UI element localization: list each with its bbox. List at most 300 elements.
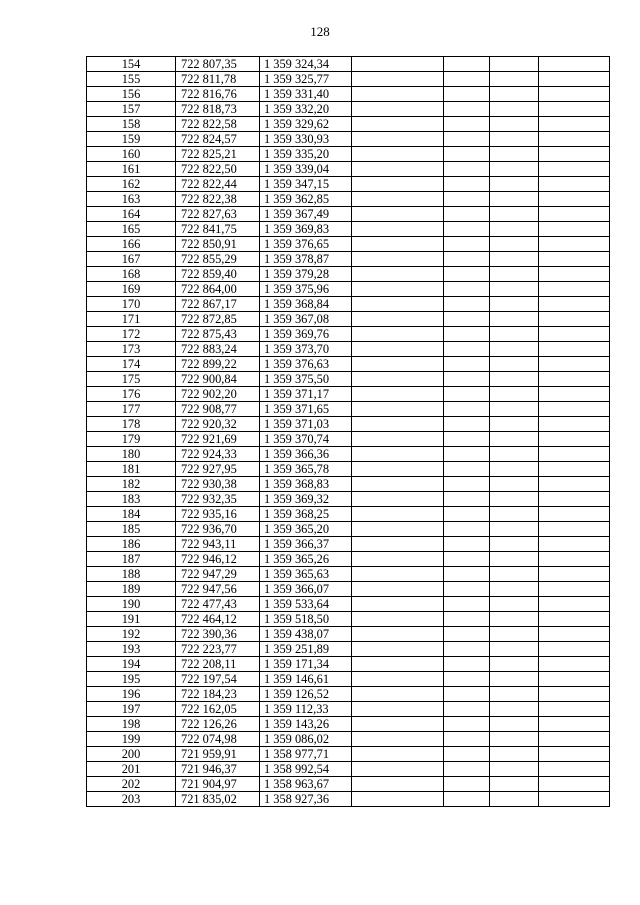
empty-cell <box>352 267 444 282</box>
y-coordinate-cell: 1 359 518,50 <box>260 612 352 627</box>
empty-cell <box>444 237 490 252</box>
empty-cell <box>539 342 610 357</box>
table-row <box>87 417 610 432</box>
coordinates-table <box>86 56 610 807</box>
empty-cell <box>352 162 444 177</box>
empty-cell <box>539 87 610 102</box>
point-number-cell: 161 <box>87 162 176 177</box>
point-number-cell: 193 <box>87 642 176 657</box>
empty-cell <box>490 522 539 537</box>
point-number-cell: 184 <box>87 507 176 522</box>
empty-cell <box>352 642 444 657</box>
empty-cell <box>490 222 539 237</box>
x-coordinate-cell: 722 811,78 <box>176 72 260 87</box>
y-coordinate-cell: 1 359 366,07 <box>260 582 352 597</box>
y-coordinate-cell: 1 359 369,83 <box>260 222 352 237</box>
empty-cell <box>539 327 610 342</box>
empty-cell <box>352 117 444 132</box>
empty-cell <box>539 537 610 552</box>
empty-cell <box>444 762 490 777</box>
point-number-cell: 166 <box>87 237 176 252</box>
empty-cell <box>539 597 610 612</box>
y-coordinate-cell: 1 359 367,08 <box>260 312 352 327</box>
x-coordinate-cell: 722 908,77 <box>176 402 260 417</box>
point-number-cell: 188 <box>87 567 176 582</box>
empty-cell <box>352 147 444 162</box>
table-row <box>87 282 610 297</box>
point-number-cell: 170 <box>87 297 176 312</box>
empty-cell <box>490 387 539 402</box>
x-coordinate-cell: 722 074,98 <box>176 732 260 747</box>
table-row <box>87 672 610 687</box>
empty-cell <box>444 207 490 222</box>
y-coordinate-cell: 1 359 376,63 <box>260 357 352 372</box>
empty-cell <box>352 732 444 747</box>
empty-cell <box>352 627 444 642</box>
x-coordinate-cell: 722 184,23 <box>176 687 260 702</box>
empty-cell <box>352 462 444 477</box>
point-number-cell: 178 <box>87 417 176 432</box>
x-coordinate-cell: 722 947,29 <box>176 567 260 582</box>
empty-cell <box>352 342 444 357</box>
empty-cell <box>352 762 444 777</box>
point-number-cell: 164 <box>87 207 176 222</box>
y-coordinate-cell: 1 359 365,26 <box>260 552 352 567</box>
empty-cell <box>490 552 539 567</box>
table-row <box>87 162 610 177</box>
table-row <box>87 237 610 252</box>
y-coordinate-cell: 1 359 533,64 <box>260 597 352 612</box>
empty-cell <box>490 147 539 162</box>
empty-cell <box>490 792 539 807</box>
empty-cell <box>444 687 490 702</box>
empty-cell <box>490 477 539 492</box>
empty-cell <box>444 462 490 477</box>
empty-cell <box>444 507 490 522</box>
table-row <box>87 747 610 762</box>
empty-cell <box>444 222 490 237</box>
empty-cell <box>539 762 610 777</box>
empty-cell <box>490 312 539 327</box>
point-number-cell: 191 <box>87 612 176 627</box>
table-row <box>87 552 610 567</box>
empty-cell <box>352 447 444 462</box>
empty-cell <box>352 432 444 447</box>
x-coordinate-cell: 722 126,26 <box>176 717 260 732</box>
y-coordinate-cell: 1 359 171,34 <box>260 657 352 672</box>
empty-cell <box>490 327 539 342</box>
x-coordinate-cell: 722 927,95 <box>176 462 260 477</box>
empty-cell <box>490 102 539 117</box>
table-row <box>87 387 610 402</box>
empty-cell <box>539 402 610 417</box>
empty-cell <box>352 252 444 267</box>
point-number-cell: 197 <box>87 702 176 717</box>
table-row <box>87 702 610 717</box>
empty-cell <box>352 72 444 87</box>
empty-cell <box>539 57 610 72</box>
y-coordinate-cell: 1 359 086,02 <box>260 732 352 747</box>
empty-cell <box>490 447 539 462</box>
empty-cell <box>539 207 610 222</box>
y-coordinate-cell: 1 359 365,20 <box>260 522 352 537</box>
empty-cell <box>444 597 490 612</box>
point-number-cell: 194 <box>87 657 176 672</box>
empty-cell <box>444 717 490 732</box>
table-row <box>87 522 610 537</box>
empty-cell <box>539 297 610 312</box>
table-row <box>87 762 610 777</box>
empty-cell <box>490 597 539 612</box>
x-coordinate-cell: 722 822,38 <box>176 192 260 207</box>
empty-cell <box>539 447 610 462</box>
point-number-cell: 154 <box>87 57 176 72</box>
x-coordinate-cell: 722 816,76 <box>176 87 260 102</box>
empty-cell <box>539 162 610 177</box>
empty-cell <box>490 132 539 147</box>
y-coordinate-cell: 1 359 365,78 <box>260 462 352 477</box>
empty-cell <box>352 417 444 432</box>
empty-cell <box>444 132 490 147</box>
x-coordinate-cell: 722 162,05 <box>176 702 260 717</box>
empty-cell <box>490 567 539 582</box>
empty-cell <box>539 147 610 162</box>
empty-cell <box>539 387 610 402</box>
table-row <box>87 567 610 582</box>
empty-cell <box>539 222 610 237</box>
point-number-cell: 196 <box>87 687 176 702</box>
empty-cell <box>490 702 539 717</box>
x-coordinate-cell: 722 850,91 <box>176 237 260 252</box>
empty-cell <box>539 582 610 597</box>
y-coordinate-cell: 1 359 365,63 <box>260 567 352 582</box>
empty-cell <box>352 717 444 732</box>
table-row <box>87 717 610 732</box>
table-row <box>87 57 610 72</box>
point-number-cell: 181 <box>87 462 176 477</box>
table-row <box>87 537 610 552</box>
empty-cell <box>352 387 444 402</box>
x-coordinate-cell: 722 867,17 <box>176 297 260 312</box>
table-row <box>87 462 610 477</box>
x-coordinate-cell: 722 822,44 <box>176 177 260 192</box>
empty-cell <box>539 627 610 642</box>
empty-cell <box>490 507 539 522</box>
empty-cell <box>444 327 490 342</box>
empty-cell <box>539 642 610 657</box>
empty-cell <box>539 792 610 807</box>
empty-cell <box>444 792 490 807</box>
point-number-cell: 190 <box>87 597 176 612</box>
x-coordinate-cell: 722 946,12 <box>176 552 260 567</box>
x-coordinate-cell: 722 872,85 <box>176 312 260 327</box>
point-number-cell: 177 <box>87 402 176 417</box>
table-row <box>87 252 610 267</box>
y-coordinate-cell: 1 359 379,28 <box>260 267 352 282</box>
point-number-cell: 159 <box>87 132 176 147</box>
empty-cell <box>490 57 539 72</box>
table-row <box>87 582 610 597</box>
y-coordinate-cell: 1 359 375,50 <box>260 372 352 387</box>
empty-cell <box>352 357 444 372</box>
empty-cell <box>444 657 490 672</box>
point-number-cell: 202 <box>87 777 176 792</box>
empty-cell <box>539 267 610 282</box>
empty-cell <box>539 72 610 87</box>
empty-cell <box>352 207 444 222</box>
empty-cell <box>444 732 490 747</box>
y-coordinate-cell: 1 358 977,71 <box>260 747 352 762</box>
empty-cell <box>444 297 490 312</box>
point-number-cell: 200 <box>87 747 176 762</box>
x-coordinate-cell: 722 900,84 <box>176 372 260 387</box>
empty-cell <box>444 537 490 552</box>
y-coordinate-cell: 1 359 112,33 <box>260 702 352 717</box>
empty-cell <box>444 357 490 372</box>
y-coordinate-cell: 1 359 339,04 <box>260 162 352 177</box>
empty-cell <box>490 192 539 207</box>
table-row <box>87 777 610 792</box>
point-number-cell: 186 <box>87 537 176 552</box>
empty-cell <box>352 222 444 237</box>
empty-cell <box>490 762 539 777</box>
y-coordinate-cell: 1 359 324,34 <box>260 57 352 72</box>
empty-cell <box>352 537 444 552</box>
y-coordinate-cell: 1 359 369,76 <box>260 327 352 342</box>
table-row <box>87 447 610 462</box>
empty-cell <box>490 177 539 192</box>
y-coordinate-cell: 1 358 963,67 <box>260 777 352 792</box>
empty-cell <box>444 372 490 387</box>
x-coordinate-cell: 722 827,63 <box>176 207 260 222</box>
point-number-cell: 167 <box>87 252 176 267</box>
table-row <box>87 687 610 702</box>
empty-cell <box>352 777 444 792</box>
empty-cell <box>490 117 539 132</box>
empty-cell <box>444 87 490 102</box>
table-row <box>87 627 610 642</box>
empty-cell <box>352 237 444 252</box>
empty-cell <box>444 282 490 297</box>
y-coordinate-cell: 1 359 332,20 <box>260 102 352 117</box>
empty-cell <box>352 282 444 297</box>
empty-cell <box>539 492 610 507</box>
empty-cell <box>352 657 444 672</box>
empty-cell <box>444 192 490 207</box>
y-coordinate-cell: 1 359 331,40 <box>260 87 352 102</box>
table-row <box>87 657 610 672</box>
y-coordinate-cell: 1 359 143,26 <box>260 717 352 732</box>
y-coordinate-cell: 1 359 368,83 <box>260 477 352 492</box>
empty-cell <box>444 642 490 657</box>
table-row <box>87 102 610 117</box>
x-coordinate-cell: 722 921,69 <box>176 432 260 447</box>
y-coordinate-cell: 1 359 329,62 <box>260 117 352 132</box>
empty-cell <box>444 447 490 462</box>
table-row <box>87 432 610 447</box>
point-number-cell: 199 <box>87 732 176 747</box>
empty-cell <box>352 747 444 762</box>
table-row <box>87 312 610 327</box>
point-number-cell: 173 <box>87 342 176 357</box>
empty-cell <box>539 672 610 687</box>
x-coordinate-cell: 722 841,75 <box>176 222 260 237</box>
y-coordinate-cell: 1 359 347,15 <box>260 177 352 192</box>
point-number-cell: 185 <box>87 522 176 537</box>
point-number-cell: 155 <box>87 72 176 87</box>
empty-cell <box>352 372 444 387</box>
coordinates-table-body <box>87 57 610 807</box>
empty-cell <box>444 552 490 567</box>
empty-cell <box>444 627 490 642</box>
page-number: 128 <box>310 24 330 39</box>
table-row <box>87 117 610 132</box>
empty-cell <box>539 192 610 207</box>
point-number-cell: 165 <box>87 222 176 237</box>
empty-cell <box>539 177 610 192</box>
x-coordinate-cell: 721 946,37 <box>176 762 260 777</box>
point-number-cell: 176 <box>87 387 176 402</box>
empty-cell <box>490 87 539 102</box>
empty-cell <box>490 402 539 417</box>
table-row <box>87 327 610 342</box>
empty-cell <box>490 657 539 672</box>
table-row <box>87 507 610 522</box>
empty-cell <box>539 312 610 327</box>
empty-cell <box>352 402 444 417</box>
empty-cell <box>539 732 610 747</box>
empty-cell <box>490 237 539 252</box>
empty-cell <box>444 417 490 432</box>
y-coordinate-cell: 1 359 370,74 <box>260 432 352 447</box>
y-coordinate-cell: 1 359 368,25 <box>260 507 352 522</box>
empty-cell <box>444 117 490 132</box>
empty-cell <box>490 732 539 747</box>
y-coordinate-cell: 1 358 992,54 <box>260 762 352 777</box>
empty-cell <box>352 297 444 312</box>
y-coordinate-cell: 1 359 366,37 <box>260 537 352 552</box>
x-coordinate-cell: 722 902,20 <box>176 387 260 402</box>
empty-cell <box>539 102 610 117</box>
empty-cell <box>444 777 490 792</box>
table-row <box>87 642 610 657</box>
empty-cell <box>490 342 539 357</box>
empty-cell <box>352 192 444 207</box>
empty-cell <box>490 207 539 222</box>
empty-cell <box>539 357 610 372</box>
y-coordinate-cell: 1 359 335,20 <box>260 147 352 162</box>
x-coordinate-cell: 722 464,12 <box>176 612 260 627</box>
empty-cell <box>490 252 539 267</box>
x-coordinate-cell: 721 835,02 <box>176 792 260 807</box>
empty-cell <box>444 567 490 582</box>
y-coordinate-cell: 1 359 367,49 <box>260 207 352 222</box>
table-row <box>87 357 610 372</box>
x-coordinate-cell: 722 223,77 <box>176 642 260 657</box>
empty-cell <box>539 462 610 477</box>
empty-cell <box>444 402 490 417</box>
x-coordinate-cell: 722 818,73 <box>176 102 260 117</box>
point-number-cell: 201 <box>87 762 176 777</box>
empty-cell <box>352 87 444 102</box>
point-number-cell: 192 <box>87 627 176 642</box>
empty-cell <box>490 72 539 87</box>
point-number-cell: 182 <box>87 477 176 492</box>
table-row <box>87 297 610 312</box>
empty-cell <box>444 102 490 117</box>
table-row <box>87 792 610 807</box>
y-coordinate-cell: 1 359 378,87 <box>260 252 352 267</box>
empty-cell <box>444 267 490 282</box>
empty-cell <box>444 72 490 87</box>
table-row <box>87 207 610 222</box>
table-row <box>87 177 610 192</box>
empty-cell <box>539 522 610 537</box>
empty-cell <box>352 597 444 612</box>
point-number-cell: 198 <box>87 717 176 732</box>
table-row <box>87 402 610 417</box>
empty-cell <box>490 417 539 432</box>
empty-cell <box>490 582 539 597</box>
empty-cell <box>352 327 444 342</box>
x-coordinate-cell: 722 390,36 <box>176 627 260 642</box>
empty-cell <box>539 252 610 267</box>
empty-cell <box>539 372 610 387</box>
point-number-cell: 183 <box>87 492 176 507</box>
x-coordinate-cell: 722 855,29 <box>176 252 260 267</box>
empty-cell <box>352 507 444 522</box>
y-coordinate-cell: 1 359 362,85 <box>260 192 352 207</box>
empty-cell <box>352 672 444 687</box>
empty-cell <box>490 297 539 312</box>
y-coordinate-cell: 1 359 251,89 <box>260 642 352 657</box>
empty-cell <box>490 627 539 642</box>
point-number-cell: 158 <box>87 117 176 132</box>
x-coordinate-cell: 722 947,56 <box>176 582 260 597</box>
empty-cell <box>352 702 444 717</box>
y-coordinate-cell: 1 359 369,32 <box>260 492 352 507</box>
table-row <box>87 222 610 237</box>
empty-cell <box>539 432 610 447</box>
x-coordinate-cell: 722 822,50 <box>176 162 260 177</box>
empty-cell <box>352 132 444 147</box>
empty-cell <box>539 132 610 147</box>
point-number-cell: 175 <box>87 372 176 387</box>
empty-cell <box>539 282 610 297</box>
y-coordinate-cell: 1 359 366,36 <box>260 447 352 462</box>
empty-cell <box>444 672 490 687</box>
empty-cell <box>444 522 490 537</box>
x-coordinate-cell: 722 859,40 <box>176 267 260 282</box>
x-coordinate-cell: 722 924,33 <box>176 447 260 462</box>
empty-cell <box>539 237 610 252</box>
empty-cell <box>539 747 610 762</box>
point-number-cell: 156 <box>87 87 176 102</box>
empty-cell <box>352 687 444 702</box>
empty-cell <box>490 372 539 387</box>
y-coordinate-cell: 1 359 376,65 <box>260 237 352 252</box>
x-coordinate-cell: 722 899,22 <box>176 357 260 372</box>
x-coordinate-cell: 722 477,43 <box>176 597 260 612</box>
point-number-cell: 179 <box>87 432 176 447</box>
point-number-cell: 203 <box>87 792 176 807</box>
point-number-cell: 163 <box>87 192 176 207</box>
empty-cell <box>539 417 610 432</box>
empty-cell <box>539 507 610 522</box>
x-coordinate-cell: 722 936,70 <box>176 522 260 537</box>
y-coordinate-cell: 1 359 371,03 <box>260 417 352 432</box>
empty-cell <box>444 387 490 402</box>
